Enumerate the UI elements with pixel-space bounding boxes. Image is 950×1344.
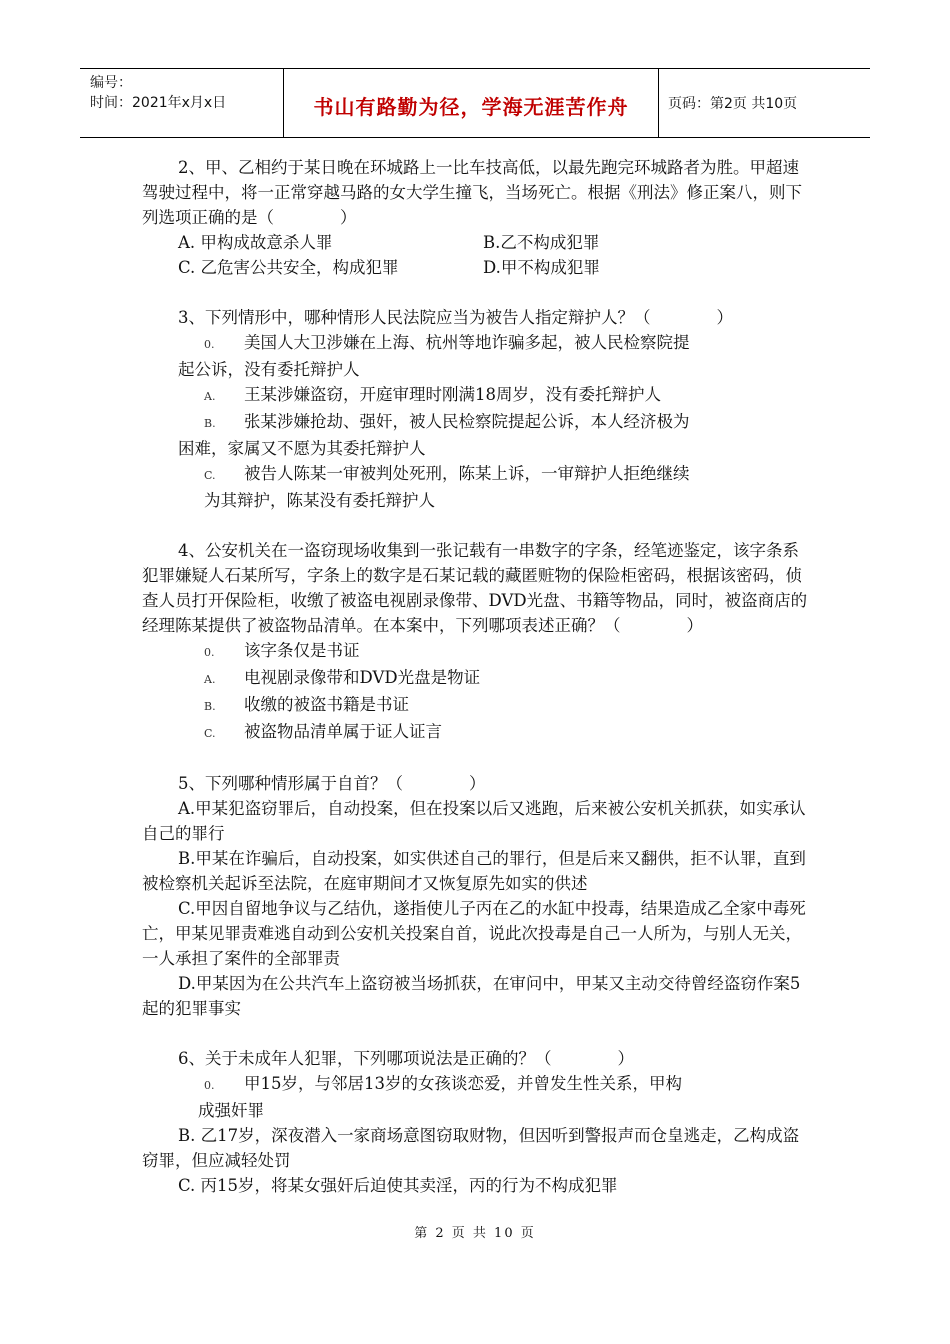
header-page-info: 页码：第2页 共10页 (668, 96, 798, 112)
question-stem: 5、下列哪种情形属于自首？（ ） (178, 774, 486, 793)
page-header (80, 68, 870, 138)
option-0: 0. 美国人大卫涉嫌在上海、杭州等地诈骗多起，被人民检察院提 (204, 333, 690, 352)
header-divider (658, 69, 659, 137)
option-b: B.甲某在诈骗后，自动投案，如实供述自己的罪行，但是后来又翻供，拒不认罪，直到被检察机关起诉至法院，在庭审期间才又恢复原先如实的供述 (142, 849, 806, 893)
option-0: 0. 该字条仅是书证 (204, 641, 360, 660)
option-a: A.甲某犯盗窃罪后，自动投案，但在投案以后又逃跑，后来被公安机关抓获，如实承认自己的罪行 (142, 799, 806, 843)
option-c: C. 被告人陈某一审被判处死刑，陈某上诉，一审辩护人拒绝继续 (204, 464, 690, 483)
option-0: 0. 甲15岁，与邻居13岁的女孩谈恋爱，并曾发生性关系，甲构 (204, 1074, 682, 1093)
option-b-cont: 困难，家属又不愿为其委托辩护人 (178, 439, 426, 458)
option-0-cont: 起公诉，没有委托辩护人 (178, 360, 360, 379)
option-b: B. 张某涉嫌抢劫、强奸，被人民检察院提起公诉，本人经济极为 (204, 412, 690, 431)
option-c: C. 被盗物品清单属于证人证言 (204, 722, 442, 741)
serial-label: 编号： (90, 75, 132, 91)
option-c: C. 丙15岁，将某女强奸后迫使其卖淫，丙的行为不构成犯罪 (178, 1176, 618, 1195)
option-a: A. 甲构成故意杀人罪 (178, 233, 333, 252)
question-stem: 2、甲、乙相约于某日晚在环城路上一比车技高低，以最先跑完环城路者为胜。甲超速驾驶过程中，将一正常穿越马路的女大学生撞飞，当场死亡。根据《刑法》修正案八，则下列选项正确的是（ ） (142, 158, 802, 227)
option-c-cont: 为其辩护，陈某没有委托辩护人 (204, 491, 435, 510)
option-c: C.甲因自留地争议与乙结仇，遂指使儿子丙在乙的水缸中投毒，结果造成乙全家中毒死亡，甲某见罪责难逃自动到公安机关投案自首，说此次投毒是自己一人所为，与别人无关，一人承担了案件的全部罪责 (142, 899, 806, 968)
option-d: D.甲某因为在公共汽车上盗窃被当场抓获，在审问中，甲某又主动交待曾经盗窃作案5起的犯罪事实 (142, 974, 801, 1018)
option-row (142, 230, 812, 255)
option-c: C. 乙危害公共安全，构成犯罪 (178, 258, 399, 277)
question-stem: 3、下列情形中，哪种情形人民法院应当为被告人指定辩护人？（ ） (178, 308, 733, 327)
question-2 (142, 155, 812, 280)
option-a: A. 电视剧录像带和DVD光盘是物证 (204, 668, 481, 687)
option-d: D.甲不构成犯罪 (483, 258, 600, 277)
page-footer: 第 2 页 共 10 页 (414, 1226, 536, 1241)
question-4 (142, 538, 812, 746)
header-meta (90, 73, 226, 113)
option-b: B. 乙17岁，深夜潜入一家商场意图窃取财物，但因听到警报声而仓皇逃走，乙构成盗窃罪，但应减轻处罚 (142, 1126, 800, 1170)
document-body (142, 155, 812, 1223)
question-5 (142, 771, 812, 1021)
header-motto: 书山有路勤为径，学海无涯苦作舟 (313, 95, 629, 119)
question-6 (142, 1046, 812, 1198)
option-b: B.乙不构成犯罪 (483, 233, 600, 252)
time-label: 时间：2021年x月x日 (90, 95, 227, 111)
option-b: B. 收缴的被盗书籍是书证 (204, 695, 409, 714)
option-0-cont: 成强奸罪 (198, 1101, 264, 1120)
option-a: A. 王某涉嫌盗窃，开庭审理时刚满18周岁，没有委托辩护人 (204, 385, 661, 404)
option-row (142, 255, 812, 280)
question-stem: 4、公安机关在一盗窃现场收集到一张记载有一串数字的字条，经笔迹鉴定，该字条系犯罪嫌疑人石某所写，字条上的数字是石某记载的藏匿赃物的保险柜密码，根据该密码，侦查人员打开保险柜，收缴了被盗电视剧录像带、DVD光盘、书籍等物品，同时，被盗商店的经理陈某提供了被盗物品清单。在本案中，下列哪项表述正确？（ ） (142, 541, 808, 635)
question-3 (142, 305, 812, 513)
question-stem: 6、关于未成年人犯罪，下列哪项说法是正确的？（ ） (178, 1049, 634, 1068)
